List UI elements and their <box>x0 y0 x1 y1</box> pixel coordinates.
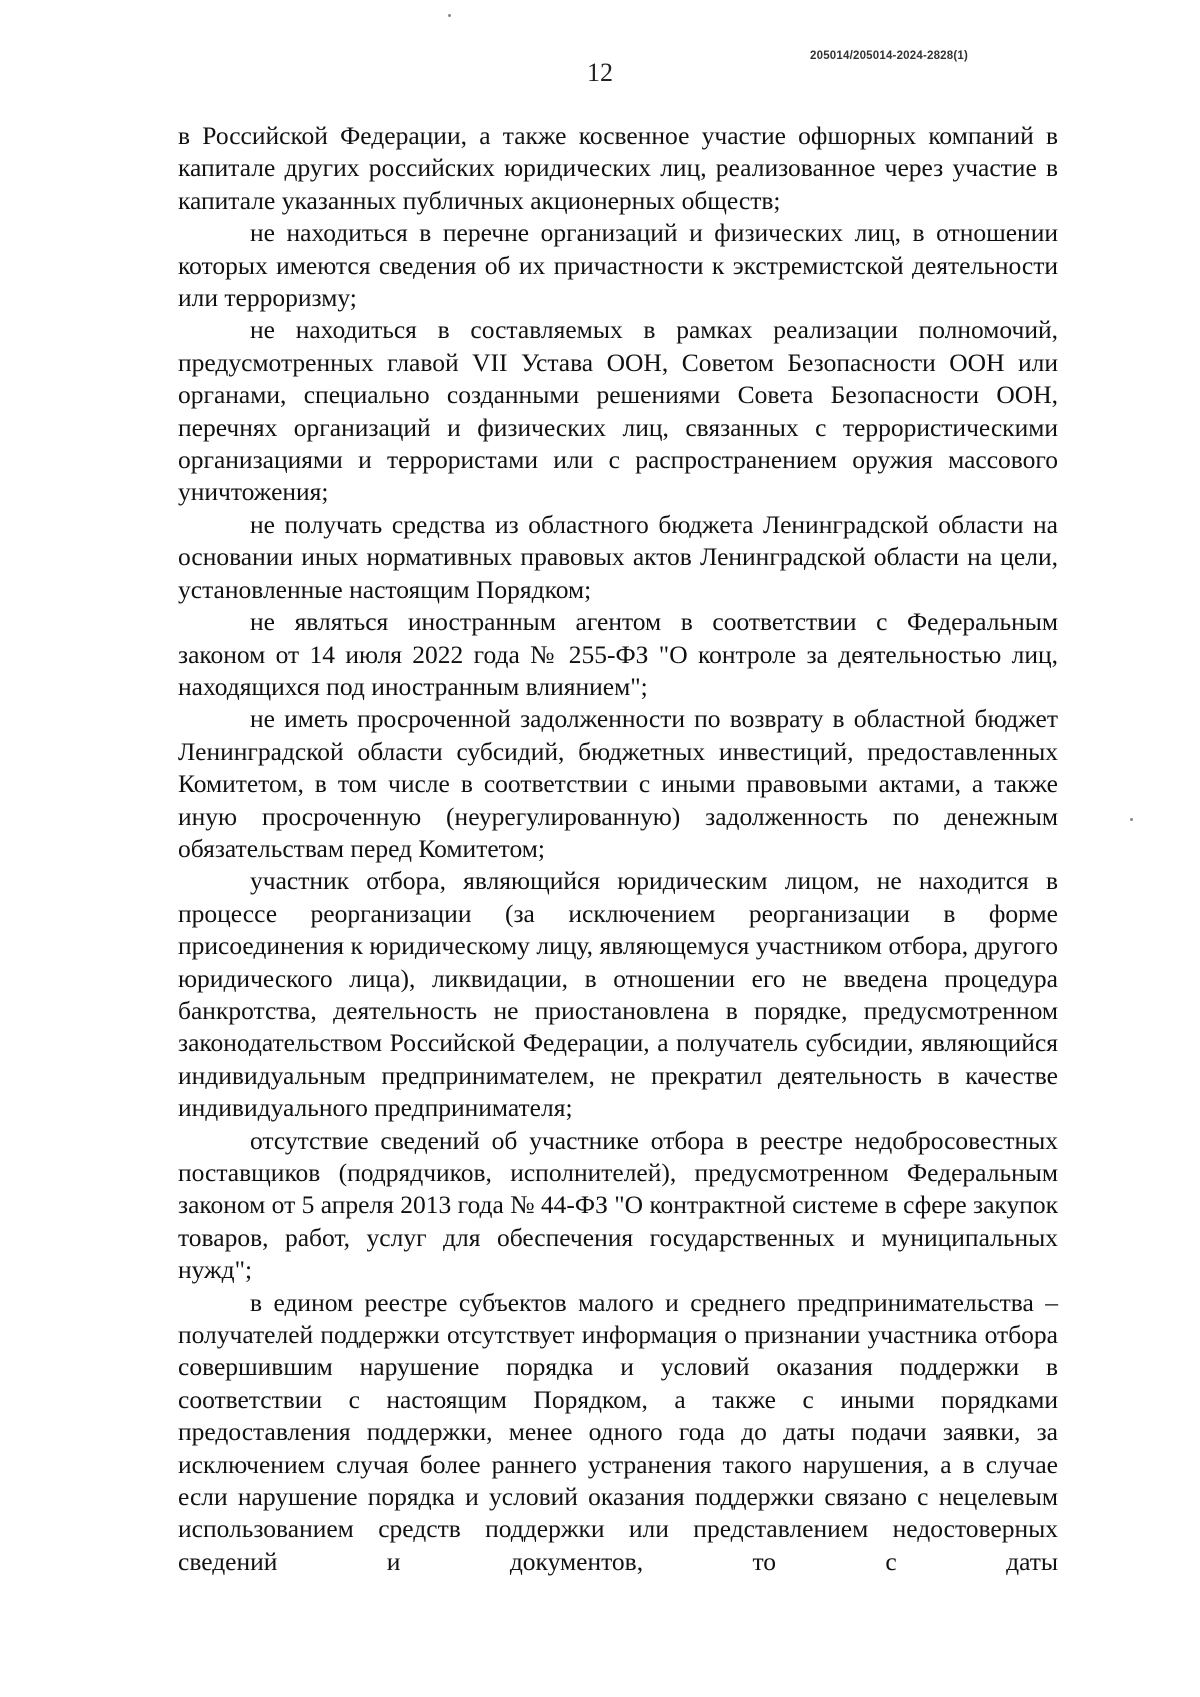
document-body <box>178 120 1058 1578</box>
paragraph: участник отбора, являющийся юридическим лицом, не находится в процессе реорганизации (за исключением реорганизации в форме присоединения к юридическому лицу, являющемуся участником отбора, другого юридического лица), ликвидации, в отношении его не введена процедура банкротства, деятельность не приостановлена в порядке, предусмотренном законодательством Российской Федерации, а получатель субсидии, являющийся индивидуальным предпринимателем, не прекратил деятельность в качестве индивидуального предпринимателя; <box>178 866 1058 1123</box>
paragraph: не находиться в перечне организаций и физических лиц, в отношении которых имеются сведения об их причастности к экстремистской деятельности или терроризму; <box>178 218 1058 313</box>
scan-speck <box>1130 818 1133 821</box>
paragraph: отсутствие сведений об участнике отбора в реестре недобросовестных поставщиков (подрядчиков, исполнителей), предусмотренном Федеральным законом от 5 апреля 2013 года № 44-ФЗ "О контрактной системе в сфере закупок товаров, работ, услуг для обеспечения государственных и муниципальных нужд"; <box>178 1125 1058 1285</box>
paragraph: в едином реестре субъектов малого и среднего предпринимательства – получателей поддержки отсутствует информация о признании участника отбора совершившим нарушение порядка и условий оказания поддержки в соответствии с настоящим Порядком, а также с иными порядками предоставления поддержки, менее одного года до даты подачи заявки, за исключением случая более раннего устранения такого нарушения, а в случае если нарушение порядка и условий оказания поддержки связано с нецелевым использованием средств поддержки или представлением недостоверных сведений и документов, то с даты <box>178 1287 1058 1576</box>
scan-speck <box>448 14 451 17</box>
paragraph: не получать средства из областного бюджета Ленинградской области на основании иных нормативных правовых актов Ленинградской области на цели, установленные настоящим Порядком; <box>178 509 1058 604</box>
paragraph: в Российской Федерации, а также косвенное участие офшорных компаний в капитале других российских юридических лиц, реализованное через участие в капитале указанных публичных акционерных обществ; <box>178 121 1058 215</box>
paragraph: не являться иностранным агентом в соответствии с Федеральным законом от 14 июля 2022 года № 255-ФЗ "О контроле за деятельностью лиц, находящихся под иностранным влиянием"; <box>178 607 1058 701</box>
page-number: 12 <box>587 58 613 87</box>
paragraph: не иметь просроченной задолженности по возврату в областной бюджет Ленинградской области субсидий, бюджетных инвестиций, предоставленных Комитетом, в том числе в соответствии с иными правовыми актами, а также иную просроченную (неурегулированную) задолженность по денежным обязательствам перед Комитетом; <box>178 704 1058 863</box>
paragraph: не находиться в составляемых в рамках реализации полномочий, предусмотренных главой VII Устава ООН, Советом Безопасности ООН или органами, специально созданными решениями Совета Безопасности ООН, перечнях организаций и физических лиц, связанных с террористическими организациями и террористами или с распространением оружия массового уничтожения; <box>178 315 1058 507</box>
document-id: 205014/205014-2024-2828(1) <box>810 50 969 62</box>
